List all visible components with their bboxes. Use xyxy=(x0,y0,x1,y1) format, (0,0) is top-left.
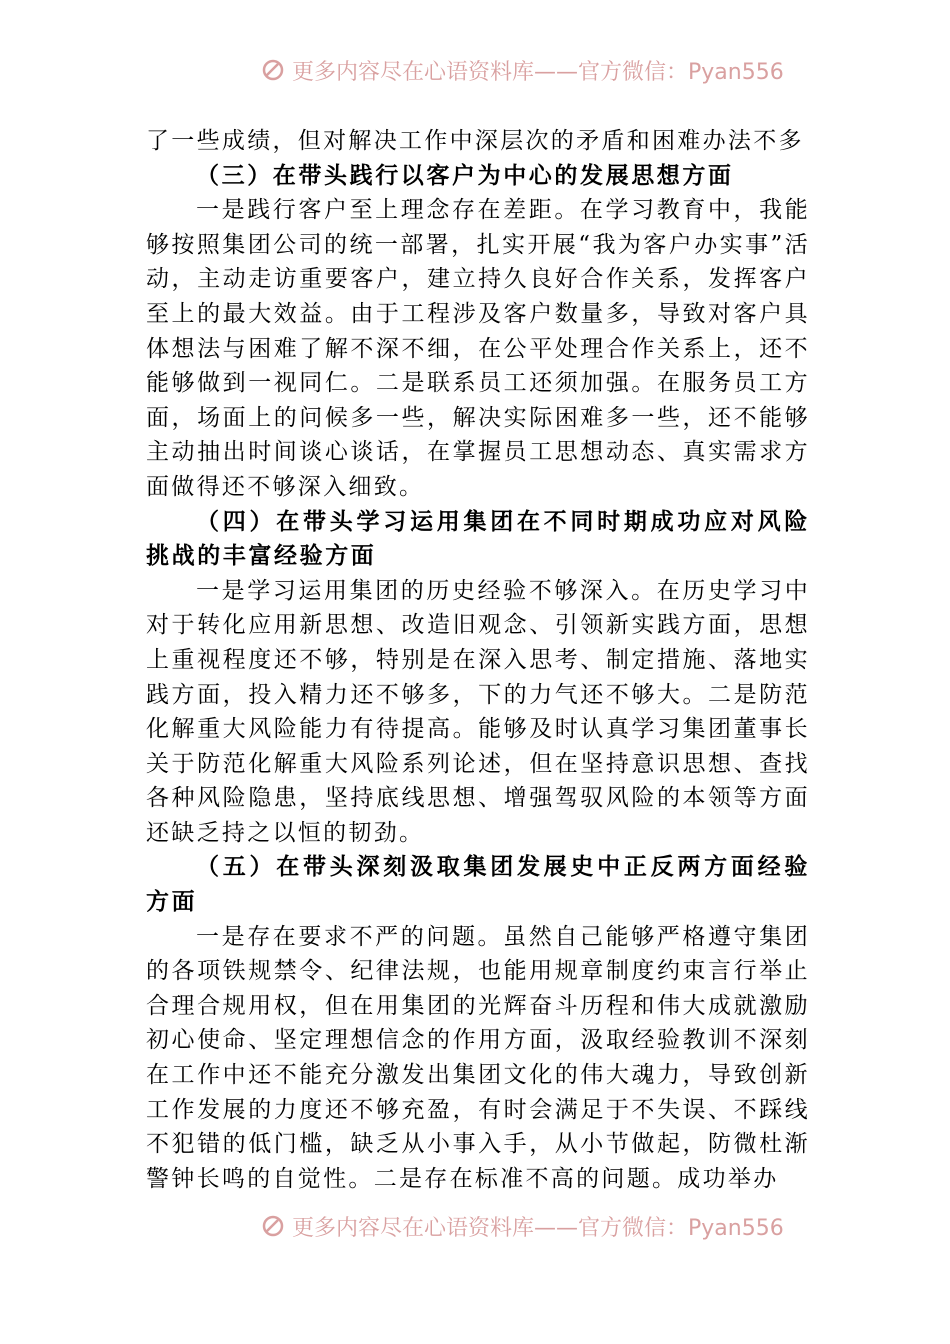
paragraph-section-5: 一是存在要求不严的问题。虽然自己能够严格遵守集团的各项铁规禁令、纪律法规，也能用规章制度约束言行举止合理合规用权，但在用集团的光辉奋斗历程和伟大成就激励初心使命、坚定理想信念的作用方面，汲取经验教训不深刻在工作中还不能充分激发出集团文化的伟大魂力，导致创新工作发展的力度还不够充盈，有时会满足于不失误、不踩线不犯错的低门槛，缺乏从小事入手，从小节做起，防微杜渐警钟长鸣的自觉性。二是存在标准不高的问题。成功举办 xyxy=(146,923,810,1192)
paragraph-section-3: 一是践行客户至上理念存在差距。在学习教育中，我能够按照集团公司的统一部署，扎实开展“我为客户办实事”活动，主动走访重要客户，建立持久良好合作关系，发挥客户至上的最大效益。由于工程涉及客户数量多，导致对客户具体想法与困难了解不深不细，在公平处理合作关系上，还不能够做到一视同仁。二是联系员工还须加强。在服务员工方面，场面上的问候多一些，解决实际困难多一些，还不能够主动抽出时间谈心谈话，在掌握员工思想动态、真实需求方面做得还不够深入细致。 xyxy=(146,197,810,500)
section-heading-4: （四）在带头学习运用集团在不同时期成功应对风险挑战的丰富经验方面 xyxy=(146,508,810,570)
document-body xyxy=(146,124,810,1196)
watermark-text: 更多内容尽在心语资料库——官方微信：Pyan556 xyxy=(292,59,784,85)
watermark-text: 更多内容尽在心语资料库——官方微信：Pyan556 xyxy=(292,1215,784,1241)
paragraph-continuation: 了一些成绩，但对解决工作中深层次的矛盾和困难办法不多 xyxy=(146,128,804,154)
section-heading-3: （三）在带头践行以客户为中心的发展思想方面 xyxy=(196,162,734,189)
watermark-header xyxy=(262,56,784,84)
section-heading-5: （五）在带头深刻汲取集团发展史中正反两方面经验方面 xyxy=(146,854,810,916)
watermark-footer xyxy=(262,1212,784,1240)
brand-logo-icon xyxy=(262,1215,284,1237)
brand-logo-icon xyxy=(262,59,284,81)
paragraph-section-4: 一是学习运用集团的历史经验不够深入。在历史学习中对于转化应用新思想、改造旧观念、引领新实践方面，思想上重视程度还不够，特别是在深入思考、制定措施、落地实践方面，投入精力还不够多，下的力气还不够大。二是防范化解重大风险能力有待提高。能够及时认真学习集团董事长关于防范化解重大风险系列论述，但在坚持意识思想、查找各种风险隐患，坚持底线思想、增强驾驭风险的本领等方面还缺乏持之以恒的韧劲。 xyxy=(146,577,810,846)
